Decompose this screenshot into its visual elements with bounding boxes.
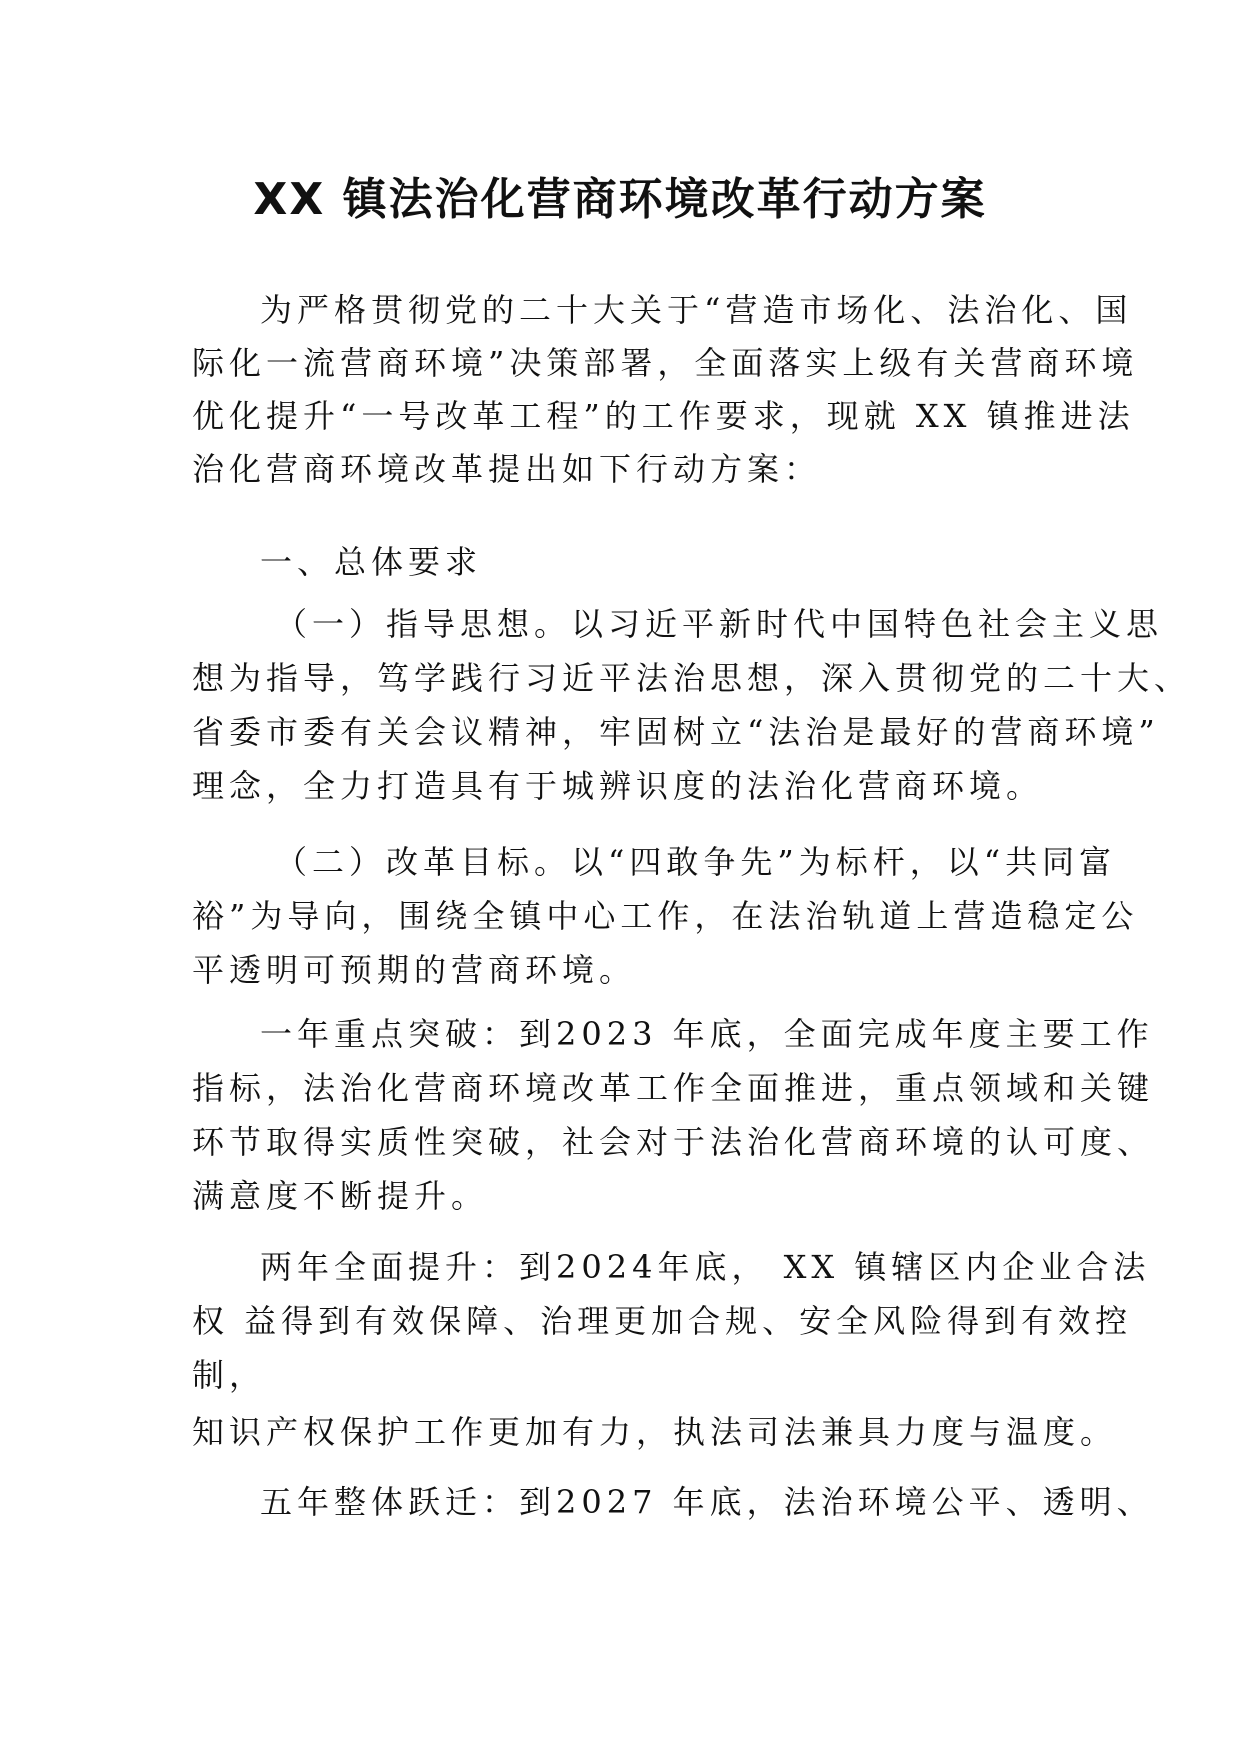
paragraph-line: 指标，法治化营商环境改革工作全面推进，重点领域和关键 [192,1069,1155,1107]
paragraph-line: 理念，全力打造具有于城辨识度的法治化营商环境。 [192,767,1044,805]
paragraph-line: 满意度不断提升。 [192,1177,489,1215]
paragraph-line: 省委市委有关会议精神，牢固树立“法治是最好的营商环境” [192,713,1160,751]
paragraph-line: 知识产权保护工作更加有力，执法司法兼具力度与温度。 [192,1413,1118,1451]
section-heading: 一、总体要求 [260,543,483,581]
paragraph-line: 为严格贯彻党的二十大关于“营造市场化、法治化、国 [260,291,1133,329]
paragraph-line: 优化提升“一号改革工程”的工作要求，现就 XX 镇推进法 [192,397,1135,435]
paragraph-line: （一）指导思想。以习近平新时代中国特色社会主义思 [275,605,1164,643]
paragraph-line: （二）改革目标。以“四敢争先”为标杆，以“共同富 [275,843,1117,881]
paragraph-line: 两年全面提升：到2024年底， XX 镇辖区内企业合法 [260,1248,1151,1286]
paragraph-line: 治化营商环境改革提出如下行动方案： [192,450,822,488]
paragraph-line: 五年整体跃迁：到2027 年底，法治环境公平、透明、 [260,1483,1154,1521]
document-title: XX 镇法治化营商环境改革行动方案 [253,174,987,225]
paragraph-line: 一年重点突破：到2023 年底，全面完成年度主要工作 [260,1015,1154,1053]
paragraph-line: 权 益得到有效保障、治理更加合规、安全风险得到有效控 [192,1302,1133,1340]
paragraph-line: 际化一流营商环境”决策部署，全面落实上级有关营商环境 [192,344,1139,382]
paragraph-line: 平透明可预期的营商环境。 [192,951,637,989]
paragraph-line: 裕”为导向，围绕全镇中心工作，在法治轨道上营造稳定公 [192,897,1139,935]
paragraph-line: 环节取得实质性突破，社会对于法治化营商环境的认可度、 [192,1123,1155,1161]
paragraph-line: 想为指导，笃学践行习近平法治思想，深入贯彻党的二十大、 [192,659,1192,697]
paragraph-line: 制， [192,1356,267,1394]
